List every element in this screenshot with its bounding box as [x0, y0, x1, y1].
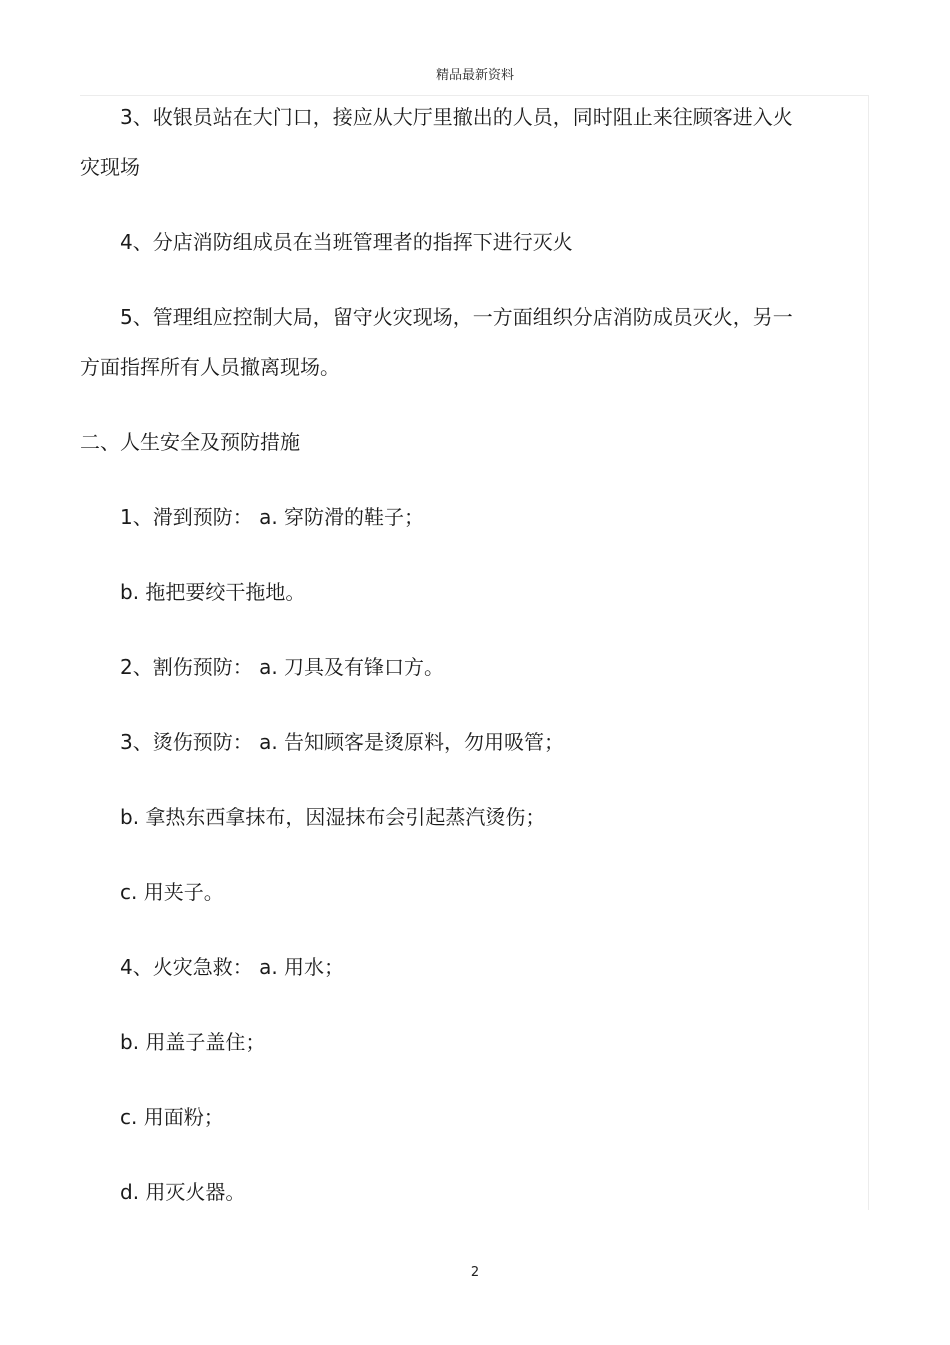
list-item-1b: b. 拖把要绞干拖地。 — [120, 580, 306, 604]
paragraph-5-line-1: 5、管理组应控制大局，留守火灾现场，一方面组织分店消防成员灭火，另一 — [120, 305, 793, 329]
right-margin-line — [868, 95, 869, 1210]
list-item-4a: 4、火灾急救： a. 用水； — [120, 955, 345, 979]
list-item-3a: 3、烫伤预防： a. 告知顾客是烫原料，勿用吸管； — [120, 730, 565, 754]
page-number: 2 — [470, 1265, 480, 1280]
page-header: 精品最新资料 — [435, 68, 514, 83]
paragraph-3-line-1: 3、收银员站在大门口，接应从大厅里撤出的人员，同时阻止来往顾客进入火 — [120, 105, 793, 129]
section-heading: 二、人生安全及预防措施 — [80, 430, 300, 454]
list-item-1a: 1、滑到预防： a. 穿防滑的鞋子； — [120, 505, 425, 529]
paragraph-4: 4、分店消防组成员在当班管理者的指挥下进行灭火 — [120, 230, 573, 254]
list-item-4d: d. 用灭火器。 — [120, 1180, 246, 1204]
paragraph-5-line-2: 方面指挥所有人员撤离现场。 — [80, 355, 340, 379]
header-divider — [80, 95, 868, 96]
list-item-3b: b. 拿热东西拿抹布，因湿抹布会引起蒸汽烫伤； — [120, 805, 546, 829]
list-item-2a: 2、割伤预防： a. 刀具及有锋口方。 — [120, 655, 445, 679]
list-item-4c: c. 用面粉； — [120, 1105, 224, 1129]
list-item-4b: b. 用盖子盖住； — [120, 1030, 266, 1054]
list-item-3c: c. 用夹子。 — [120, 880, 224, 904]
paragraph-3-line-2: 灾现场 — [80, 155, 140, 179]
